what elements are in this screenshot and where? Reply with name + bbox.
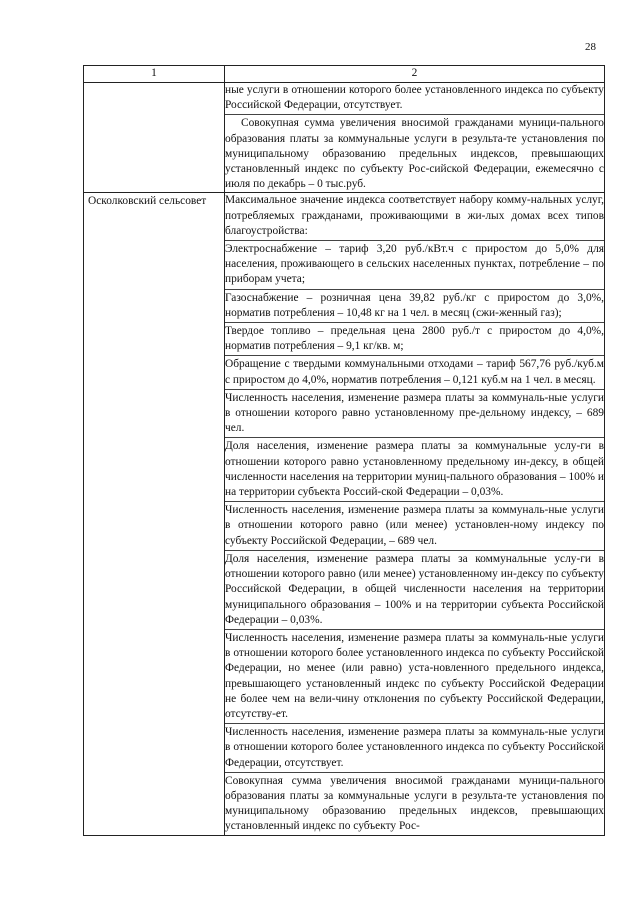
description-cell [225,193,605,835]
municipality-name: Осколковский сельсовет [88,195,207,208]
index-table [83,65,605,836]
paragraph: Доля населения, изменение размера платы за коммунальные услу-ги в отношении которого равно (или менее) установленному ин-дексу по субъекту Российской Федерации, в общей численности населения на территории муниципального образования – 100% и на территории субъекта Российской Федерации – 0,03%. [225,550,604,628]
paragraph: Численность населения, изменение размера платы за коммуналь-ные услуги в отношении которого равно (или менее) установлен-ному индексу по субъекту Российской Федерации, – 689 чел. [225,501,604,549]
page-number: 28 [585,41,596,53]
paragraph: Твердое топливо – предельная цена 2800 руб./т с приростом до 4,0%, норматив потребления – 9,1 кг/кв. м; [225,322,604,354]
paragraph: Доля населения, изменение размера платы за коммунальные услу-ги в отношении которого равно установленному предельному ин-дексу, в общей численности населения на территории муниц-пального образования – 100% и на территории субъекта Россий-ской Федерации – 0,03%. [225,437,604,500]
paragraph: Совокупная сумма увеличения вносимой гражданами муници-пального образования платы за коммунальные услуги в результа-те установления по муниципальному образованию предельных индексов, превышающих установленный индекс по субъекту Рос-сийской Федерации, ежемесячно с июля по декабрь – 0 тыс.руб. [225,114,604,192]
paragraph: Численность населения, изменение размера платы за коммуналь-ные услуги в отношении которого равно установленному пре-дельному индексу, – 689 чел. [225,389,604,437]
paragraph: Газоснабжение – розничная цена 39,82 руб./кг с приростом до 3,0%, норматив потребления – 10,48 кг на 1 чел. в месяц (сжи-женный газ); [225,289,604,321]
municipality-cell [84,193,225,835]
paragraph: Обращение с твердыми коммунальными отходами – тариф 567,76 руб./куб.м с приростом до 4,0%, норматив потребления – 0,121 куб.м на 1 чел. в месяц. [225,355,604,387]
paragraph: Совокупная сумма увеличения вносимой гражданами муници-пального образования платы за коммунальные услуги в результа-те установления по муниципальному образованию предельных индексов, превышающих установленный индекс по субъекту Рос- [225,772,604,835]
table-header-row [84,66,605,83]
description-cell [225,83,605,193]
paragraph: ные услуги в отношении которого более установленного индекса по субъекту Российской Федерации, отсутствует. [225,84,604,112]
municipality-cell [84,83,225,193]
column-header-2: 2 [225,66,605,83]
table-row [84,193,605,835]
table-row [84,83,605,193]
paragraph: Электроснабжение – тариф 3,20 руб./кВт.ч с приростом до 5,0% для населения, проживающего в сельских населенных пунктах, потребление – по приборам учета; [225,240,604,288]
column-header-1: 1 [84,66,225,83]
paragraph: Численность населения, изменение размера платы за коммуналь-ные услуги в отношении которого более установленного индекса по субъекту Российской Федерации, но менее (или равно) уста-новленного предельного индекса, превышающего установленный индекс по субъекту Российской Федерации не более чем на вели-чину отклонения по субъекту Российской Федерации, отсутству-ет. [225,629,604,722]
municipality-name [84,83,224,85]
paragraph: Численность населения, изменение размера платы за коммуналь-ные услуги в отношении которого более установленного индекса по субъекту Российской Федерации, отсутствует. [225,723,604,771]
paragraph: Максимальное значение индекса соответствует набору комму-нальных услуг, потребляемых гражданами, проживающими в жи-лых домах всех типов благоустройства: [225,194,604,237]
